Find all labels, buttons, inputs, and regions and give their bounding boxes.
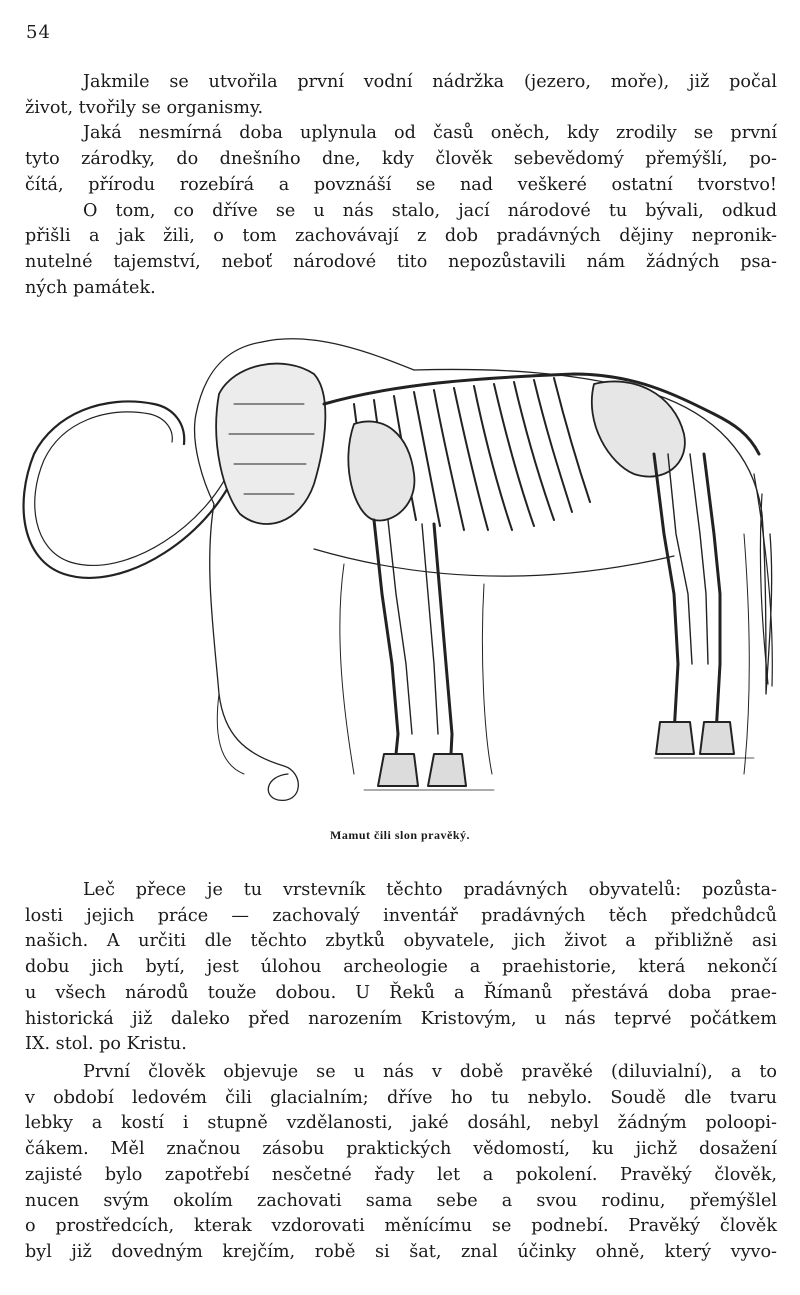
text-line: tyto zárodky, do dnešního dne, kdy člověk sebevědomý přemýšlí, po-: [25, 149, 777, 170]
text-line: dobu jich bytí, jest úlohou archeologie a praehistorie, která nekončí: [25, 957, 777, 978]
text-block-paragraph: [25, 878, 777, 1058]
scapula: [348, 421, 414, 520]
hind-foot: [656, 722, 734, 754]
text-line: zajisté bylo zapotřebí nesčetné řady let a pokolení. Pravěký člověk,: [25, 1164, 777, 1185]
text-line: První člověk objevuje se u nás v době pravěké (diluvialní), a to: [83, 1062, 777, 1082]
text-line: nucen svým okolím zachovati sama sebe a svou rodinu, přemýšlel: [25, 1190, 777, 1211]
mammoth-skeleton-illustration: [14, 334, 786, 814]
hind-leg: [654, 454, 720, 734]
text-block-intro: [25, 70, 777, 301]
text-line: čákem. Měl značnou zásobu praktických vědomostí, ku jichž dosažení: [25, 1139, 777, 1160]
page-number: 54: [26, 22, 51, 43]
text-line: Jakmile se utvořila první vodní nádržka (jezero, moře), již počal: [83, 72, 777, 92]
belly-outline: [314, 549, 674, 576]
text-line: našich. A určiti dle těchto zbytků obyvatele, jich život a přibližně asi: [25, 931, 777, 952]
tail-outline: [754, 474, 772, 686]
text-line: v období ledovém čili glacialním; dříve ho tu nebylo. Soudě dle tvaru: [25, 1087, 777, 1108]
text-line: lebky a kostí i stupně vzdělanosti, jaké dosáhl, nebyl žádným poloopi-: [25, 1113, 777, 1134]
ground-hatching: [364, 758, 754, 790]
text-line: Leč přece je tu vrstevník těchto pradávných obyvatelů: pozůsta-: [83, 880, 777, 900]
front-leg: [374, 520, 452, 774]
text-line: IX. stol. po Kristu.: [25, 1034, 187, 1055]
text-line: losti jejich práce — zachovalý inventář pradávných těch předchůdců: [25, 905, 777, 926]
text-line: o prostředcích, kterak vzdorovati měnícímu se podnebí. Pravěký člověk: [25, 1216, 777, 1237]
text-line: Jaká nesmírná doba uplynula od časů oněch, kdy zrodily se první: [83, 123, 777, 144]
text-line: život, tvořily se organismy.: [25, 97, 264, 118]
text-line: O tom, co dříve se u nás stalo, jací národové tu bývali, odkud: [83, 200, 777, 221]
front-foot: [378, 754, 466, 786]
figure-caption: Mamut čili slon pravěký.: [330, 828, 470, 842]
text-line: ných památek.: [25, 277, 156, 298]
text-line: čítá, přírodu rozebírá a povznáší se nad veškeré ostatní tvorstvo!: [25, 174, 777, 195]
text-line: nutelné tajemství, neboť národové tito nepozůstavili nám žádných psa-: [25, 251, 777, 272]
text-line: historická již daleko před narozením Kristovým, u nás teprvé počátkem: [25, 1008, 777, 1029]
text-line: přišli a jak žili, o tom zachovávají z dob pradávných dějiny nepronik-: [25, 226, 777, 247]
skull: [216, 364, 325, 524]
text-block-paragraph: [25, 1060, 777, 1266]
tusk: [24, 401, 239, 577]
text-line: byl již dovedným krejčím, robě si šat, znal účinky ohně, který vyvo-: [25, 1241, 777, 1262]
text-line: u všech národů touže dobou. U Řeků a Římanů přestává doba prae-: [25, 982, 777, 1003]
pelvis: [592, 381, 685, 476]
